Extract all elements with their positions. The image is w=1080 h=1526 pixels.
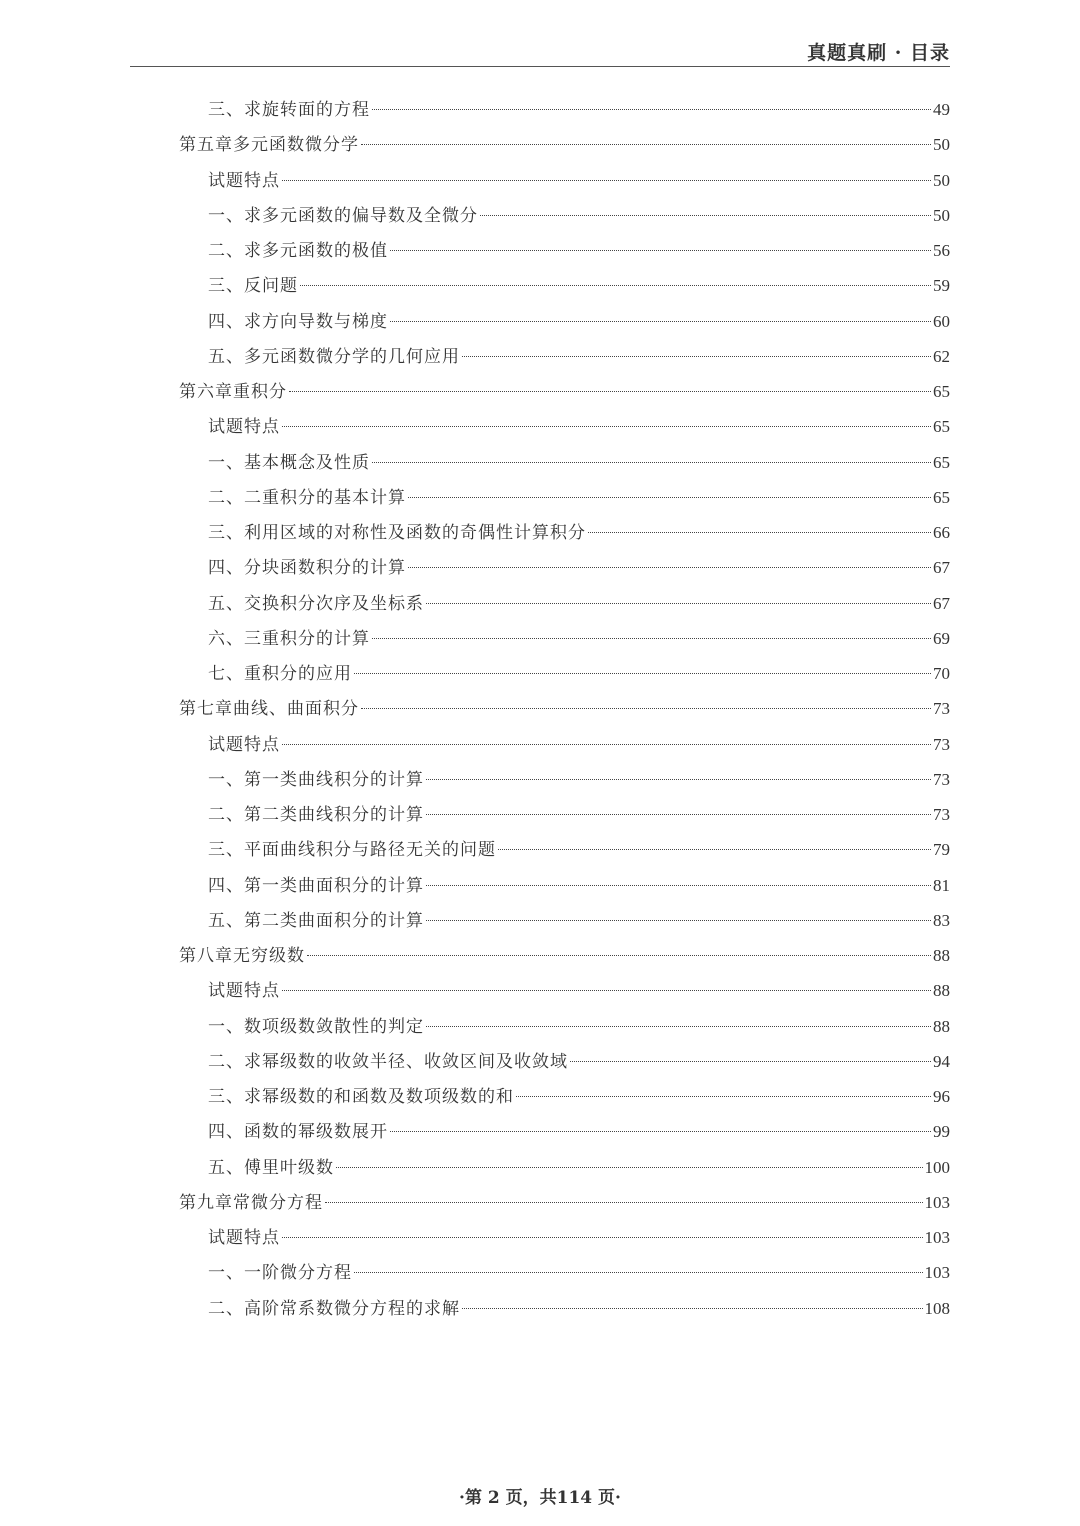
toc-entry-page: 88 (933, 946, 950, 965)
toc-entry-title: 三、求旋转面的方程 (208, 100, 370, 120)
toc-section-entry[interactable] (179, 727, 950, 762)
toc-dot-leader (516, 1096, 931, 1097)
toc-section-entry[interactable] (179, 1291, 950, 1326)
toc-chapter-entry[interactable] (179, 127, 950, 162)
toc-section-entry[interactable] (179, 92, 950, 127)
toc-dot-leader (462, 1308, 923, 1309)
page-header (130, 36, 950, 67)
toc-entry-page: 65 (933, 417, 950, 437)
toc-entry-title: 五、傅里叶级数 (208, 1157, 334, 1178)
toc-entry-page: 79 (933, 840, 950, 860)
toc-section-entry[interactable] (179, 762, 950, 797)
toc-entry-page: 49 (933, 100, 950, 119)
toc-section-entry[interactable] (179, 1044, 950, 1079)
toc-entry-title: 第五章多元函数微分学 (179, 135, 359, 156)
toc-dot-leader (361, 144, 931, 145)
toc-entry-page: 103 (924, 1228, 950, 1247)
toc-entry-title: 二、求幂级数的收敛半径、收敛区间及收敛域 (208, 1051, 568, 1072)
toc-section-entry[interactable] (179, 304, 950, 339)
toc-dot-leader (354, 1272, 923, 1273)
toc-entry-page: 66 (933, 523, 950, 542)
toc-entry-page: 88 (933, 981, 950, 1001)
toc-dot-leader (354, 673, 931, 674)
toc-section-entry[interactable] (179, 832, 950, 867)
toc-entry-title: 一、一阶微分方程 (208, 1263, 352, 1284)
toc-dot-leader (426, 1026, 931, 1027)
toc-chapter-entry[interactable] (179, 374, 950, 409)
toc-entry-title: 第九章常微分方程 (179, 1192, 323, 1213)
toc-dot-leader (408, 567, 931, 568)
toc-entry-title: 一、数项级数敛散性的判定 (208, 1016, 424, 1037)
toc-dot-leader (570, 1061, 931, 1062)
toc-entry-title: 三、平面曲线积分与路径无关的问题 (208, 840, 496, 861)
toc-entry-title: 试题特点 (208, 417, 280, 438)
toc-entry-title: 二、二重积分的基本计算 (208, 487, 406, 508)
toc-chapter-entry[interactable] (179, 691, 950, 726)
toc-entry-page: 62 (933, 346, 950, 366)
toc-section-entry[interactable] (179, 163, 950, 198)
toc-dot-leader (282, 180, 931, 181)
toc-entry-page: 59 (933, 276, 950, 296)
toc-dot-leader (588, 532, 931, 533)
toc-entry-title: 一、求多元函数的偏导数及全微分 (208, 205, 478, 226)
toc-dot-leader (336, 1167, 923, 1168)
toc-dot-leader (372, 638, 931, 639)
toc-section-entry[interactable] (179, 339, 950, 374)
toc-entry-title: 二、第二类曲线积分的计算 (208, 805, 424, 825)
toc-entry-page: 65 (933, 487, 950, 507)
toc-entry-title: 五、第二类曲面积分的计算 (208, 910, 424, 931)
toc-section-entry[interactable] (179, 268, 950, 303)
toc-entry-title: 六、三重积分的计算 (208, 628, 370, 649)
toc-entry-page: 60 (933, 311, 950, 331)
toc-entry-title: 三、反问题 (208, 276, 298, 297)
toc-entry-page: 73 (933, 699, 950, 719)
toc-entry-title: 试题特点 (208, 981, 280, 1002)
toc-section-entry[interactable] (179, 409, 950, 444)
toc-dot-leader (282, 990, 931, 991)
toc-entry-title: 四、第一类曲面积分的计算 (208, 875, 424, 896)
toc-entry-title: 第六章重积分 (179, 382, 287, 402)
toc-dot-leader (300, 285, 931, 286)
page-number-footer: ·第 2 页，共114 页· (459, 1488, 621, 1508)
toc-dot-leader (282, 1237, 923, 1238)
toc-entry-page: 100 (924, 1157, 950, 1177)
toc-entry-page: 83 (933, 910, 950, 930)
toc-dot-leader (289, 391, 931, 392)
toc-entry-title: 四、求方向导数与梯度 (208, 311, 388, 332)
toc-entry-page: 94 (933, 1051, 950, 1071)
table-of-contents (179, 92, 950, 1326)
toc-dot-leader (307, 955, 931, 956)
toc-entry-title: 四、分块函数积分的计算 (208, 558, 406, 579)
toc-section-entry[interactable] (179, 480, 950, 515)
toc-section-entry[interactable] (179, 797, 950, 832)
toc-entry-page: 50 (933, 135, 950, 155)
toc-chapter-entry[interactable] (179, 1185, 950, 1220)
toc-dot-leader (325, 1202, 923, 1203)
toc-section-entry[interactable] (179, 550, 950, 585)
toc-chapter-entry[interactable] (179, 938, 950, 973)
toc-dot-leader (390, 321, 931, 322)
toc-section-entry[interactable] (179, 1079, 950, 1114)
toc-entry-page: 67 (933, 558, 950, 578)
toc-section-entry[interactable] (179, 1255, 950, 1290)
toc-section-entry[interactable] (179, 445, 950, 480)
toc-entry-title: 二、求多元函数的极值 (208, 241, 388, 261)
toc-entry-title: 一、第一类曲线积分的计算 (208, 769, 424, 790)
toc-entry-page: 50 (933, 205, 950, 225)
toc-dot-leader (282, 426, 931, 427)
toc-entry-title: 四、函数的幂级数展开 (208, 1122, 388, 1143)
toc-dot-leader (426, 920, 931, 921)
toc-dot-leader (480, 215, 931, 216)
toc-entry-title: 三、求幂级数的和函数及数项级数的和 (208, 1087, 514, 1107)
toc-dot-leader (426, 814, 931, 815)
toc-section-entry[interactable] (179, 1114, 950, 1149)
toc-section-entry[interactable] (179, 868, 950, 903)
toc-entry-page: 70 (933, 664, 950, 683)
toc-section-entry[interactable] (179, 1150, 950, 1185)
toc-entry-page: 73 (933, 769, 950, 789)
toc-section-entry[interactable] (179, 656, 950, 691)
toc-entry-page: 96 (933, 1087, 950, 1106)
toc-dot-leader (462, 356, 931, 357)
toc-entry-page: 56 (933, 241, 950, 260)
toc-entry-title: 三、利用区域的对称性及函数的奇偶性计算积分 (208, 523, 586, 543)
toc-dot-leader (408, 497, 931, 498)
toc-dot-leader (372, 462, 931, 463)
toc-entry-page: 67 (933, 593, 950, 613)
toc-entry-page: 99 (933, 1122, 950, 1142)
toc-dot-leader (282, 744, 931, 745)
toc-section-entry[interactable] (179, 621, 950, 656)
toc-entry-title: 第八章无穷级数 (179, 946, 305, 966)
toc-entry-page: 65 (933, 382, 950, 401)
toc-dot-leader (426, 779, 931, 780)
toc-entry-page: 108 (924, 1298, 950, 1318)
toc-entry-page: 73 (933, 805, 950, 824)
toc-entry-title: 五、多元函数微分学的几何应用 (208, 346, 460, 367)
toc-section-entry[interactable] (179, 973, 950, 1008)
toc-entry-title: 二、高阶常系数微分方程的求解 (208, 1298, 460, 1319)
toc-entry-page: 69 (933, 628, 950, 648)
toc-section-entry[interactable] (179, 586, 950, 621)
toc-entry-title: 试题特点 (208, 170, 280, 191)
header-title: 真题真刷 · 目录 (807, 42, 950, 64)
toc-section-entry[interactable] (179, 515, 950, 550)
toc-entry-title: 试题特点 (208, 1228, 280, 1248)
toc-entry-page: 65 (933, 452, 950, 472)
toc-section-entry[interactable] (179, 903, 950, 938)
toc-entry-title: 一、基本概念及性质 (208, 452, 370, 473)
toc-section-entry[interactable] (179, 233, 950, 268)
toc-entry-title: 七、重积分的应用 (208, 664, 352, 684)
toc-entry-title: 试题特点 (208, 734, 280, 755)
toc-dot-leader (498, 849, 931, 850)
toc-dot-leader (426, 603, 931, 604)
toc-entry-page: 73 (933, 734, 950, 754)
toc-section-entry[interactable] (179, 198, 950, 233)
toc-entry-page: 88 (933, 1016, 950, 1036)
toc-section-entry[interactable] (179, 1220, 950, 1255)
toc-dot-leader (372, 109, 931, 110)
toc-entry-title: 第七章曲线、曲面积分 (179, 699, 359, 720)
toc-dot-leader (390, 1131, 931, 1132)
toc-dot-leader (426, 885, 931, 886)
toc-section-entry[interactable] (179, 1009, 950, 1044)
toc-entry-title: 五、交换积分次序及坐标系 (208, 593, 424, 614)
toc-entry-page: 103 (924, 1263, 950, 1283)
toc-dot-leader (390, 250, 931, 251)
toc-dot-leader (361, 708, 931, 709)
toc-entry-page: 50 (933, 170, 950, 190)
toc-entry-page: 103 (924, 1192, 950, 1212)
toc-entry-page: 81 (933, 875, 950, 895)
